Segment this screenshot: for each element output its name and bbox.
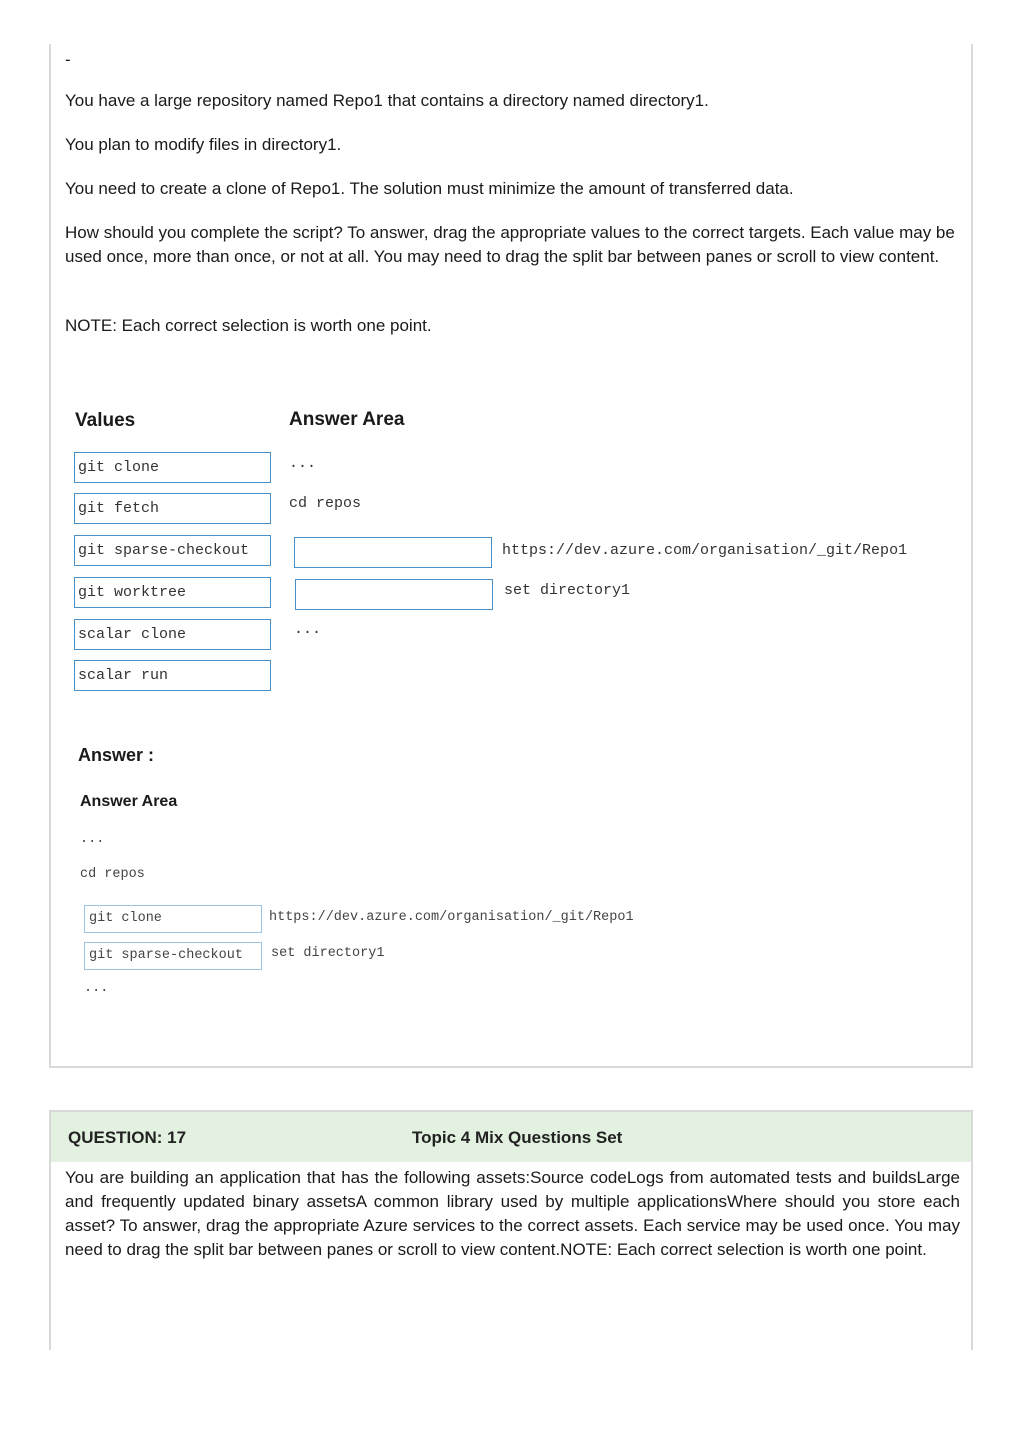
answer-area-header: Answer Area xyxy=(289,409,405,430)
question-paragraph-1: You have a large repository named Repo1 that contains a directory named directory1. xyxy=(65,91,709,110)
script-cd-repos: cd repos xyxy=(289,495,362,512)
question-paragraph-3: You need to create a clone of Repo1. The solution must minimize the amount of transferred data. xyxy=(65,179,794,198)
value-scalar-clone[interactable]: scalar clone xyxy=(74,619,271,650)
answer-cd-repos: cd repos xyxy=(80,867,145,882)
question-topic: Topic 4 Mix Questions Set xyxy=(412,1128,623,1147)
question-paragraph-4: How should you complete the script? To answer, drag the appropriate values to the correct targets. Each value may be used once, more than once, or not at all. You may need to drag the split bar between panes or scroll to view content. xyxy=(65,223,955,266)
answer-set-directory: set directory1 xyxy=(271,946,385,961)
script-repo-url: https://dev.azure.com/organisation/_git/Repo1 xyxy=(502,542,908,559)
value-git-fetch[interactable]: git fetch xyxy=(74,493,271,524)
answer-ellipsis-top: ... xyxy=(80,832,105,847)
question-paragraph-2: You plan to modify files in directory1. xyxy=(65,135,342,154)
question-number: QUESTION: 17 xyxy=(68,1128,187,1147)
question-17-header-bar xyxy=(51,1112,971,1162)
drop-target-1[interactable] xyxy=(294,537,492,568)
value-git-sparse-checkout[interactable]: git sparse-checkout xyxy=(74,535,271,566)
answer-box-git-sparse-checkout: git sparse-checkout xyxy=(84,942,262,970)
value-git-worktree[interactable]: git worktree xyxy=(74,577,271,608)
answer-label: Answer : xyxy=(78,745,155,765)
script-ellipsis-bottom: ... xyxy=(294,621,322,638)
value-scalar-run[interactable]: scalar run xyxy=(74,660,271,691)
script-ellipsis-top: ... xyxy=(289,455,317,472)
answer-ellipsis-bottom: ... xyxy=(84,981,109,996)
drop-target-2[interactable] xyxy=(295,579,493,610)
answer-area-header-solution: Answer Area xyxy=(80,793,178,810)
value-git-clone[interactable]: git clone xyxy=(74,452,271,483)
script-set-directory: set directory1 xyxy=(504,582,631,599)
values-header: Values xyxy=(75,410,136,431)
question-note: NOTE: Each correct selection is worth one point. xyxy=(65,316,432,335)
answer-repo-url: https://dev.azure.com/organisation/_git/Repo1 xyxy=(269,910,634,925)
question-17-text: You are building an application that has the following assets:Source codeLogs from automated tests and buildsLarge and frequently updated binary assetsA common library used by multiple applicationsWhere should you store each asset? To answer, drag the appropriate Azure services to the correct assets. Each service may be used once. You may need to drag the split bar between panes or scroll to view content.NOTE: Each correct selection is worth one point. xyxy=(65,1168,960,1259)
answer-box-git-clone: git clone xyxy=(84,905,262,933)
dash-marker: - xyxy=(65,50,71,69)
